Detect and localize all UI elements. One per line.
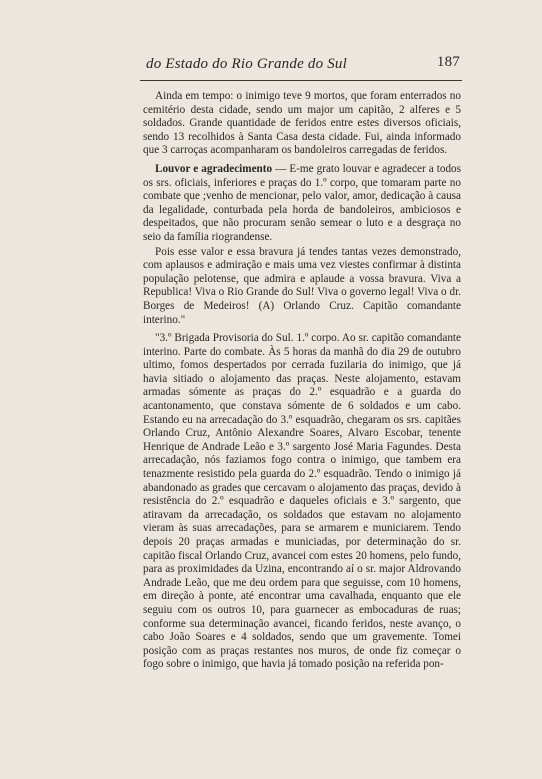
paragraph (143, 246, 461, 328)
header-rule (140, 80, 462, 81)
page-blemish (50, 4, 60, 10)
paragraph (143, 90, 461, 158)
paragraph (143, 163, 461, 245)
paragraph-lead: Louvor e agradecimento (155, 162, 273, 175)
page-number: 187 (436, 54, 460, 70)
paragraph-text: Ainda em tempo: o inimigo teve 9 mortos, que foram enterrados no cemitério desta cidade, sendo um major um capitão, 2 alferes e 5 soldados. Grande quantidade de feridos entre estes diversos oficiais, sendo 13 recolhidos à Santa Casa desta cidade. Fui, ainda informado que 3 carroças acompanharam os bandoleiros carregadas de feridos. (143, 90, 461, 157)
paragraph (143, 332, 461, 672)
paragraph-text: "3.º Brigada Provisoria do Sul. 1.º corpo. Ao sr. capitão comandante interino. Parte do combate. Às 5 horas da manhã do dia 29 de outubro ultimo, fomos despertados por cerrada fuzilaria do inimigo, que já havia sitiado o alojamento das praças. Neste alojamento, estavam armadas sómente as praças do 2.º esquadrão e a guarda do acantonamento, que constava sómente de 6 soldados e um cabo. Estando eu na arrecadação do 3.º esquadrão, chegaram os srs. capitães Orlando Cruz, Antônio Alexandre Soares, Alvaro Escobar, tenente Henrique de Andrade Leão e 3.º sargento José Maria Fagundes. Desta arrecadação, nós faziamos fogo contra o inimigo, que tambem era tenazmente resistido pela guarda do 2.º esquadrão. Tendo o inimigo já abandonado as grades que cercavam o alojamento das praças, devido à resistência do 2.º esquadrão e daqueles oficiais e 3.º sargento, que atiravam da arrecadação, os soldados que estavam no alojamento vieram às suas arrecadações, para se armarem e municiarem. Tendo depois 20 praças armadas e municiadas, por determinação do sr. capitão fiscal Orlando Cruz, avancei com estes 20 homens, pelo fundo, para as proximidades da Uzina, encontrando aí o sr. major Aldrovando Andrade Leão, que me deu ordem para que seguisse, com 10 homens, em direção à ponte, até encontrar uma cavalhada, enquanto que ele seguiu com os outros 10, para guarnecer as embocaduras de ruas; conforme sua determinação avancei, ficando feridos, neste avanço, o cabo João Soares e 4 soldados, sendo que um gravemente. Tomei posição com as praças restantes nos muros, de onde fiz começar o fogo sobre o inimigo, que havia já tomado posição na referida pon- (143, 332, 461, 671)
running-header (140, 54, 462, 76)
paragraph-text: — E-me grato louvar e agradecer a todos os srs. oficiais, inferiores e praças do 1.º corpo, que tomaram parte no combate que ;venho de mencionar, pelo valor, amor, dedicação à causa da legalidade, conturbada pela horda de bandoleiros, ambiciosos e despeitados, que não procuram senão semear o luto e a desgraça no seio da família riograndense. (143, 162, 462, 243)
paragraph-text: Pois esse valor e essa bravura já tendes tantas vezes demonstrado, com aplausos e admiração e mais uma vez viestes confirmar à distinta população pelotense, que admira e aplaude a vossa bravura. Viva a Republica! Viva o Rio Grande do Sul! Viva o governo legal! Viva o dr. Borges de Medeiros! (A) Orlando Cruz. Capitão comandante interino." (143, 245, 461, 326)
running-title: do Estado do Rio Grande do Sul (146, 56, 347, 72)
body-text (143, 90, 461, 672)
